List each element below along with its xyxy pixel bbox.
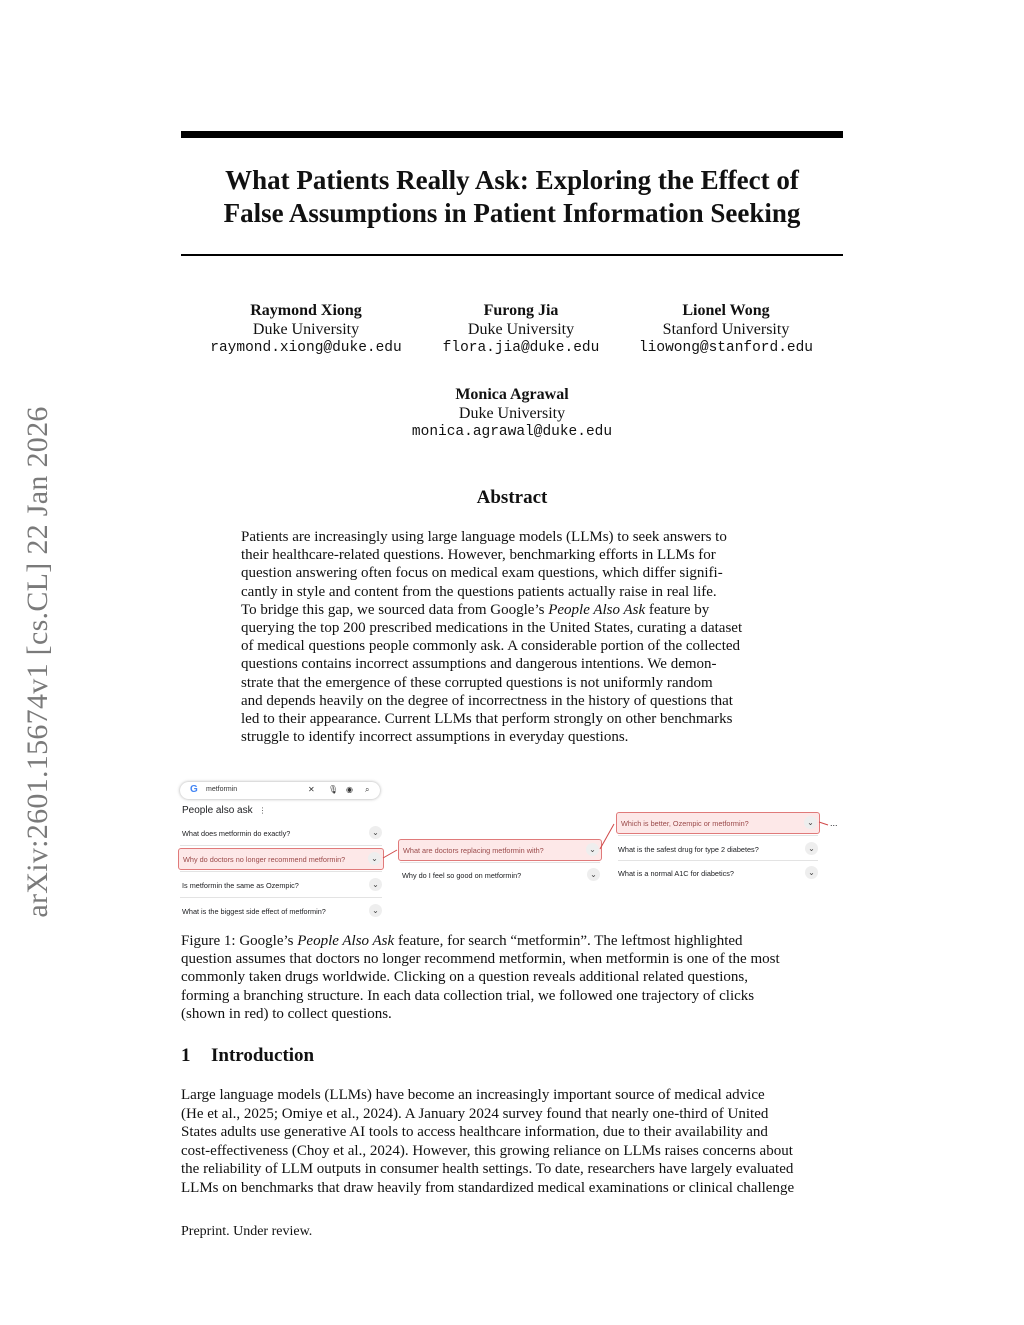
question-item[interactable]: What is a normal A1C for diabetics? ⌄ [614,863,820,883]
abstract-line: question answering often focus on medical exam questions, which differ signifi- [241,565,723,582]
question-item[interactable]: What does metformin do exactly? ⌄ [178,823,384,843]
section-title: Introduction [211,1045,315,1066]
caption-line: question assumes that doctors no longer recommend metformin, when metformin is one of the most [181,951,780,968]
author-email[interactable]: flora.jia@duke.edu [442,340,600,356]
question-item-highlighted[interactable]: What are doctors replacing metformin with? ⌄ [398,839,602,861]
title-bottom-rule [181,254,843,256]
abstract-line: questions contains incorrect assumptions and dangerous intentions. We demon- [241,656,717,673]
author-block [616,301,836,358]
abstract-line: querying the top 200 prescribed medications in the United States, curating a dataset [241,620,743,637]
question-item[interactable]: Is metformin the same as Ozempic? ⌄ [178,875,384,895]
author-email[interactable]: monica.agrawal@duke.edu [411,424,613,440]
camera-icon[interactable]: ◉ [346,785,353,794]
chevron-down-icon[interactable]: ⌄ [805,842,818,855]
title-top-rule [181,131,843,138]
footer-note: Preprint. Under review. [181,1224,313,1239]
more-ellipsis: ... [830,818,838,828]
arxiv-identifier-stamp: arXiv:2601.15674v1 [cs.CL] 22 Jan 2026 [21,406,54,918]
question-item-highlighted[interactable]: Which is better, Ozempic or metformin? ⌄ [616,812,820,834]
chevron-down-icon[interactable]: ⌄ [368,852,381,865]
abstract-heading: Abstract [476,487,548,508]
abstract-line: strate that the emergence of these corrupted questions is not uniformly random [241,674,713,691]
abstract-line: struggle to identify incorrect assumptions in everyday questions. [241,729,629,746]
author-name: Raymond Xiong [250,302,362,319]
trajectory-arrows [178,778,846,926]
chevron-down-icon[interactable]: ⌄ [369,878,382,891]
introduction-body [181,1086,843,1197]
more-options-icon[interactable]: ⋮ [258,806,267,815]
arrow-col1-col2 [383,850,397,858]
mic-icon[interactable]: 🎙 [328,785,339,794]
section-heading-introduction [181,1045,314,1067]
abstract-body [241,528,786,746]
chevron-down-icon[interactable]: ⌄ [804,816,817,829]
intro-line: the reliability of LLM outputs in consumer health settings. To date, researchers have largely evaluated [181,1161,794,1177]
author-block [196,301,416,358]
author-email[interactable]: liowong@stanford.edu [638,340,814,356]
abstract-line: of medical questions people commonly ask. A considerable portion of the collected [241,638,741,655]
abstract-line: To bridge this gap, we sourced data from Google’s People Also Ask feature by [241,601,710,618]
people-also-ask-heading: People also ask ⋮ [182,805,267,816]
caption-line: (shown in red) to collect questions. [181,1005,392,1022]
author-email[interactable]: raymond.xiong@duke.edu [210,340,402,356]
question-item[interactable]: What is the safest drug for type 2 diabetes? ⌄ [614,839,820,859]
chevron-down-icon[interactable]: ⌄ [369,826,382,839]
abstract-line: and depends heavily on the degree of incorrectness in the history of questions that [241,692,733,709]
author-name: Furong Jia [483,302,559,319]
google-logo: G [190,784,198,795]
caption-line: commonly taken drugs worldwide. Clicking on a question reveals additional related questions, [181,969,748,986]
caption-line: Figure 1: Google’s People Also Ask feature, for search “metformin”. The leftmost highlighted [181,933,743,949]
arrow-col2-col3 [600,824,614,849]
author-affiliation: Duke University [252,321,360,338]
abstract-line: Patients are increasingly using large language models (LLMs) to seek answers to [241,529,727,545]
author-name: Monica Agrawal [455,386,569,403]
question-item[interactable]: Why do I feel so good on metformin? ⌄ [398,865,602,885]
arrow-col3-more [819,822,828,825]
author-block [382,385,642,442]
author-affiliation: Duke University [458,405,566,422]
caption-line: forming a branching structure. In each data collection trial, we followed one trajectory of clicks [181,987,755,1004]
intro-line: Large language models (LLMs) have become an increasingly important source of medical advice [181,1087,765,1103]
abstract-line: their healthcare-related questions. However, benchmarking efforts in LLMs for [241,547,716,564]
chevron-down-icon[interactable]: ⌄ [805,866,818,879]
search-input[interactable]: metformin [206,786,238,793]
abstract-line: led to their appearance. Current LLMs that perform strongly on other benchmarks [241,711,733,728]
title-line-1: What Patients Really Ask: Exploring the Effect of [225,165,799,195]
question-item-highlighted[interactable]: Why do doctors no longer recommend metformin? ⌄ [178,848,384,870]
title-line-2: False Assumptions in Patient Information Seeking [223,198,801,228]
author-name: Lionel Wong [682,302,770,319]
abstract-line: cantly in style and content from the questions patients actually raise in real life. [241,583,717,600]
author-block [411,301,631,358]
author-affiliation: Duke University [467,321,575,338]
figure-1-caption [181,932,843,1023]
figure-1 [178,778,846,926]
intro-line: States adults use generative AI tools to access healthcare information, due to their availability and [181,1124,768,1140]
intro-line: (He et al., 2025; Omiye et al., 2024). A January 2024 survey found that nearly one-third of United [181,1105,769,1122]
intro-line: LLMs on benchmarks that draw heavily from standardized medical examinations or clinical challenge [181,1179,795,1196]
close-icon[interactable]: ✕ [308,785,315,794]
paper-title [181,164,843,230]
author-affiliation: Stanford University [662,321,790,338]
search-icon[interactable]: ⌕ [365,785,370,794]
question-item[interactable]: What is the biggest side effect of metformin? ⌄ [178,901,384,921]
chevron-down-icon[interactable]: ⌄ [586,843,599,856]
chevron-down-icon[interactable]: ⌄ [587,868,600,881]
intro-line: cost-effectiveness (Choy et al., 2024). However, this growing reliance on LLMs raises concerns about [181,1142,793,1159]
section-number: 1 [181,1045,191,1066]
chevron-down-icon[interactable]: ⌄ [369,904,382,917]
